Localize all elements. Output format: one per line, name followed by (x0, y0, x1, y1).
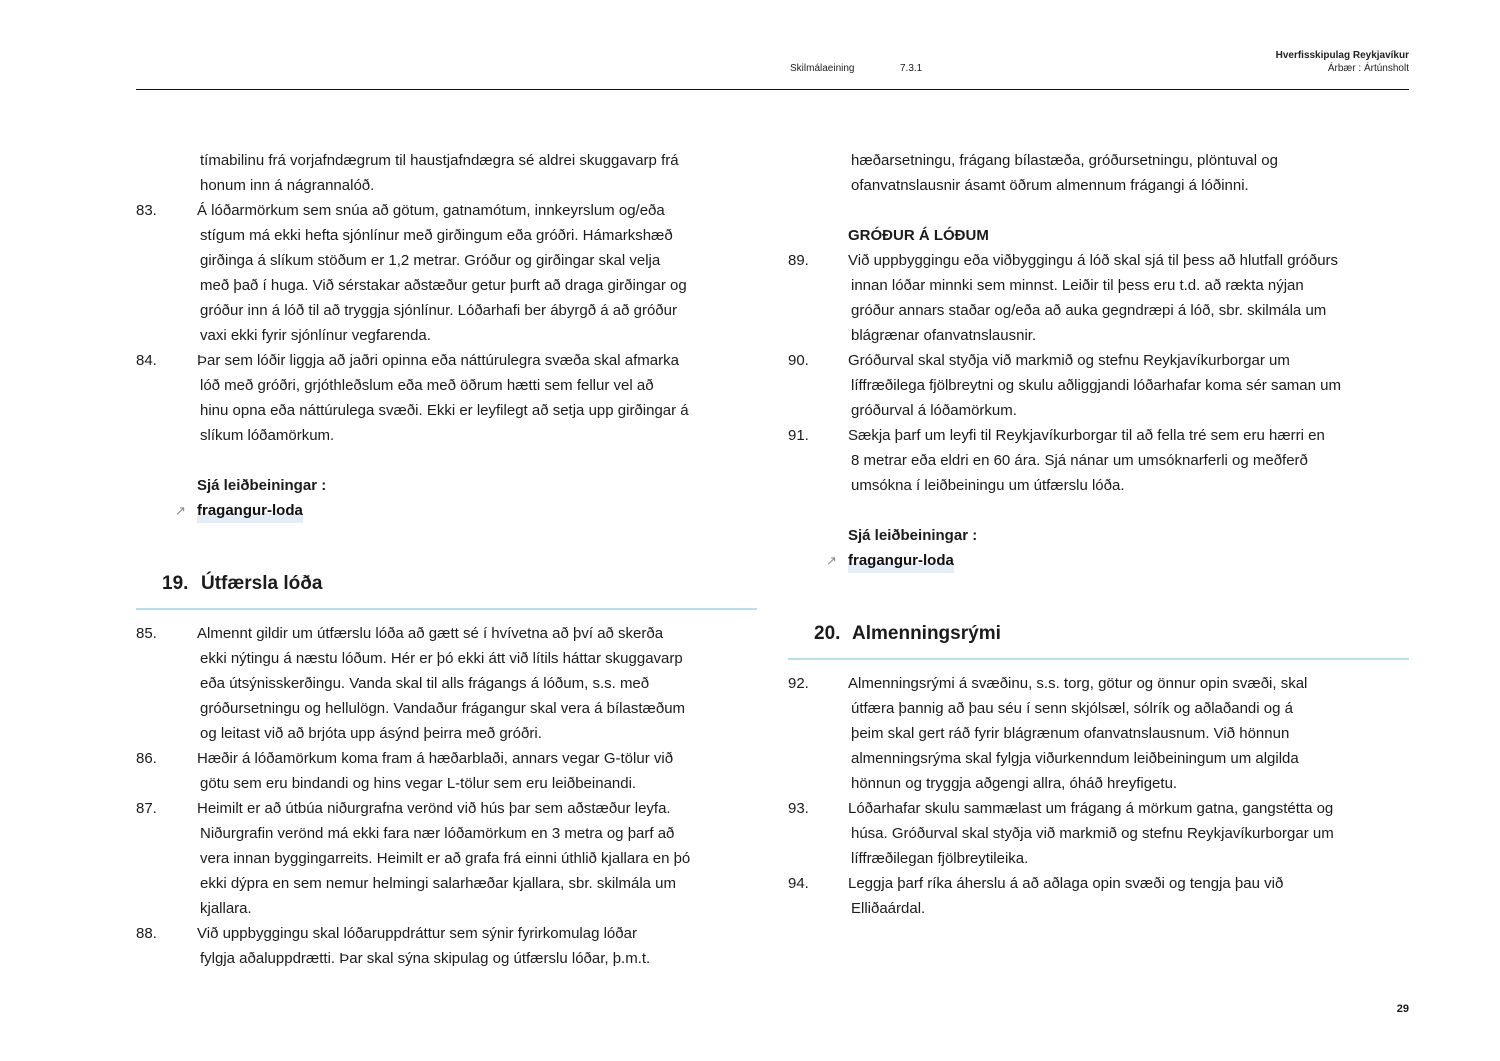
item-line: 8 metrar eða eldri en 60 ára. Sjá nánar um umsóknarferli og meðferð (851, 452, 1308, 469)
header-area: Árbær : Ártúnsholt (1327, 63, 1409, 74)
item-line: Almennt gildir um útfærslu lóða að gætt sé í hvívetna að því að skerða (197, 625, 664, 642)
paragraph-line: ofanvatnslausnir ásamt öðrum almennum frágangi á lóðinni. (851, 177, 1249, 194)
item-number: 88. (136, 925, 157, 942)
see-guidelines-label: Sjá leiðbeiningar : (197, 477, 327, 494)
item-line: Hæðir á lóðamörkum koma fram á hæðarblaði, annars vegar G-tölur við (197, 750, 674, 767)
item-line: blágrænar ofanvatnslausnir. (851, 327, 1037, 344)
see-guidelines-label: Sjá leiðbeiningar : (848, 527, 978, 544)
header-doc-title: Hverfisskipulag Reykjavíkur (1275, 50, 1409, 61)
item-number: 92. (788, 675, 809, 692)
item-line: gróðurval á lóðamörkum. (851, 402, 1017, 419)
item-line: húsa. Gróðurval skal styðja við markmið og stefnu Reykjavíkurborgar um (851, 825, 1334, 842)
guideline-link[interactable]: fragangur-loda (848, 548, 954, 573)
item-line: Þar sem lóðir liggja að jaðri opinna eða náttúrulegra svæða skal afmarka (197, 352, 679, 369)
item-line: hinu opna eða náttúrulega svæði. Ekki er leyfilegt að setja upp girðingar á (200, 402, 689, 419)
item-line: vaxi ekki fyrir sjónlínur vegfarenda. (200, 327, 431, 344)
item-number: 85. (136, 625, 157, 642)
item-line: Sækja þarf um leyfi til Reykjavíkurborgar til að fella tré sem eru hærri en (848, 427, 1325, 444)
item-line: stígum má ekki hefta sjónlínur með girðingum eða gróðri. Hámarkshæð (200, 227, 673, 244)
paragraph-line: hæðarsetningu, frágang bílastæða, gróðursetningu, plöntuval og (851, 152, 1278, 169)
item-line: ekki nýtingu á næstu lóðum. Hér er þó ekki átt við lítils háttar skuggavarp (200, 650, 683, 667)
item-number: 86. (136, 750, 157, 767)
section-title: Útfærsla lóða (201, 573, 323, 594)
item-line: ekki dýpra en sem nemur helmingi salarhæðar kjallara, sbr. skilmála um (200, 875, 677, 892)
paragraph-line: tímabilinu frá vorjafndægrum til haustjafndægra sé aldrei skuggavarp frá (200, 152, 679, 169)
item-number: 87. (136, 800, 157, 817)
item-line: Gróðurval skal styðja við markmið og stefnu Reykjavíkurborgar um (848, 352, 1290, 369)
item-line: með það í huga. Við sérstakar aðstæður getur þurft að draga girðingar og (200, 277, 687, 294)
subheading: GRÓÐUR Á LÓÐUM (848, 227, 989, 244)
section-number: 20. (814, 623, 841, 644)
page-number: 29 (1396, 1003, 1409, 1015)
item-line: gróður annars staðar og/eða að auka gegndræpi á lóð, sbr. skilmála um (851, 302, 1327, 319)
header-section-label: Skilmálaeining (790, 63, 855, 74)
item-number: 94. (788, 875, 809, 892)
item-line: fylgja aðaluppdrætti. Þar skal sýna skipulag og útfærslu lóðar, þ.m.t. (200, 950, 651, 967)
item-line: gróður inn á lóð til að tryggja sjónlínur. Lóðarhafi ber ábyrgð á að gróður (200, 302, 677, 319)
item-line: Við uppbyggingu eða viðbyggingu á lóð skal sjá til þess að hlutfall gróðurs (848, 252, 1339, 269)
item-number: 89. (788, 252, 809, 269)
item-number: 93. (788, 800, 809, 817)
item-line: þeim skal gert ráð fyrir blágrænum ofanvatnslausnum. Við hönnun (851, 725, 1290, 742)
item-line: götu sem eru bindandi og hins vegar L-tölur sem eru leiðbeinandi. (200, 775, 637, 792)
item-line: vera innan byggingarreits. Heimilt er að grafa frá einni úthlið kjallara en þó (200, 850, 691, 867)
item-line: girðinga á slíkum stöðum er 1,2 metrar. Gróður og girðingar skal velja (200, 252, 661, 269)
item-line: útfæra þannig að þau séu í senn skjólsæl, sólrík og aðlaðandi og á (851, 700, 1293, 717)
item-line: kjallara. (200, 900, 252, 917)
item-line: Niðurgrafin verönd má ekki fara nær lóðamörkum en 3 metra og þarf að (200, 825, 675, 842)
item-number: 83. (136, 202, 157, 219)
item-line: og leitast við að brjóta upp ásýnd þeirra með gróðri. (200, 725, 542, 742)
paragraph-line: honum inn á nágrannalóð. (200, 177, 375, 194)
item-line: eða útsýnisskerðingu. Vanda skal til alls frágangs á lóðum, s.s. með (200, 675, 650, 692)
external-link-arrow-icon: ↗ (175, 503, 186, 518)
item-number: 91. (788, 427, 809, 444)
section-number: 19. (162, 573, 189, 594)
section-divider (136, 608, 757, 610)
item-line: Við uppbyggingu skal lóðaruppdráttur sem sýnir fyrirkomulag lóðar (197, 925, 637, 942)
item-line: hönnun og tryggja aðgengi allra, óháð hreyfigetu. (851, 775, 1178, 792)
section-title: Almenningsrými (852, 623, 1001, 644)
item-line: Almenningsrými á svæðinu, s.s. torg, götur og önnur opin svæði, skal (848, 675, 1308, 692)
item-line: lóð með gróðri, grjóthleðslum eða með öðrum hætti sem fellur vel að (200, 377, 654, 394)
item-line: gróðursetningu og hellulögn. Vandaður frágangur skal vera á bílastæðum (200, 700, 686, 717)
item-line: almenningsrýma skal fylgja viðurkenndum leiðbeiningum um algilda (851, 750, 1299, 767)
item-line: líffræðilegan fjölbreytileika. (851, 850, 1029, 867)
header-section-number: 7.3.1 (900, 63, 923, 74)
item-line: slíkum lóðamörkum. (200, 427, 335, 444)
item-line: Elliðaárdal. (851, 900, 926, 917)
item-line: innan lóðar minnki sem minnst. Leiðir til þess eru t.d. að rækta nýjan (851, 277, 1304, 294)
item-line: umsókna í leiðbeiningu um útfærslu lóða. (851, 477, 1125, 494)
item-line: Lóðarhafar skulu sammælast um frágang á mörkum gatna, gangstétta og (848, 800, 1334, 817)
guideline-link[interactable]: fragangur-loda (197, 498, 303, 523)
item-number: 84. (136, 352, 157, 369)
external-link-arrow-icon: ↗ (826, 553, 837, 568)
item-line: líffræðilega fjölbreytni og skulu aðliggjandi lóðarhafar koma sér saman um (851, 377, 1341, 394)
header-divider (136, 89, 1409, 90)
item-line: Heimilt er að útbúa niðurgrafna verönd við hús þar sem aðstæður leyfa. (197, 800, 671, 817)
item-line: Á lóðarmörkum sem snúa að götum, gatnamótum, innkeyrslum og/eða (197, 202, 665, 219)
item-line: Leggja þarf ríka áherslu á að aðlaga opin svæði og tengja þau við (848, 875, 1284, 892)
item-number: 90. (788, 352, 809, 369)
section-divider (788, 658, 1409, 660)
